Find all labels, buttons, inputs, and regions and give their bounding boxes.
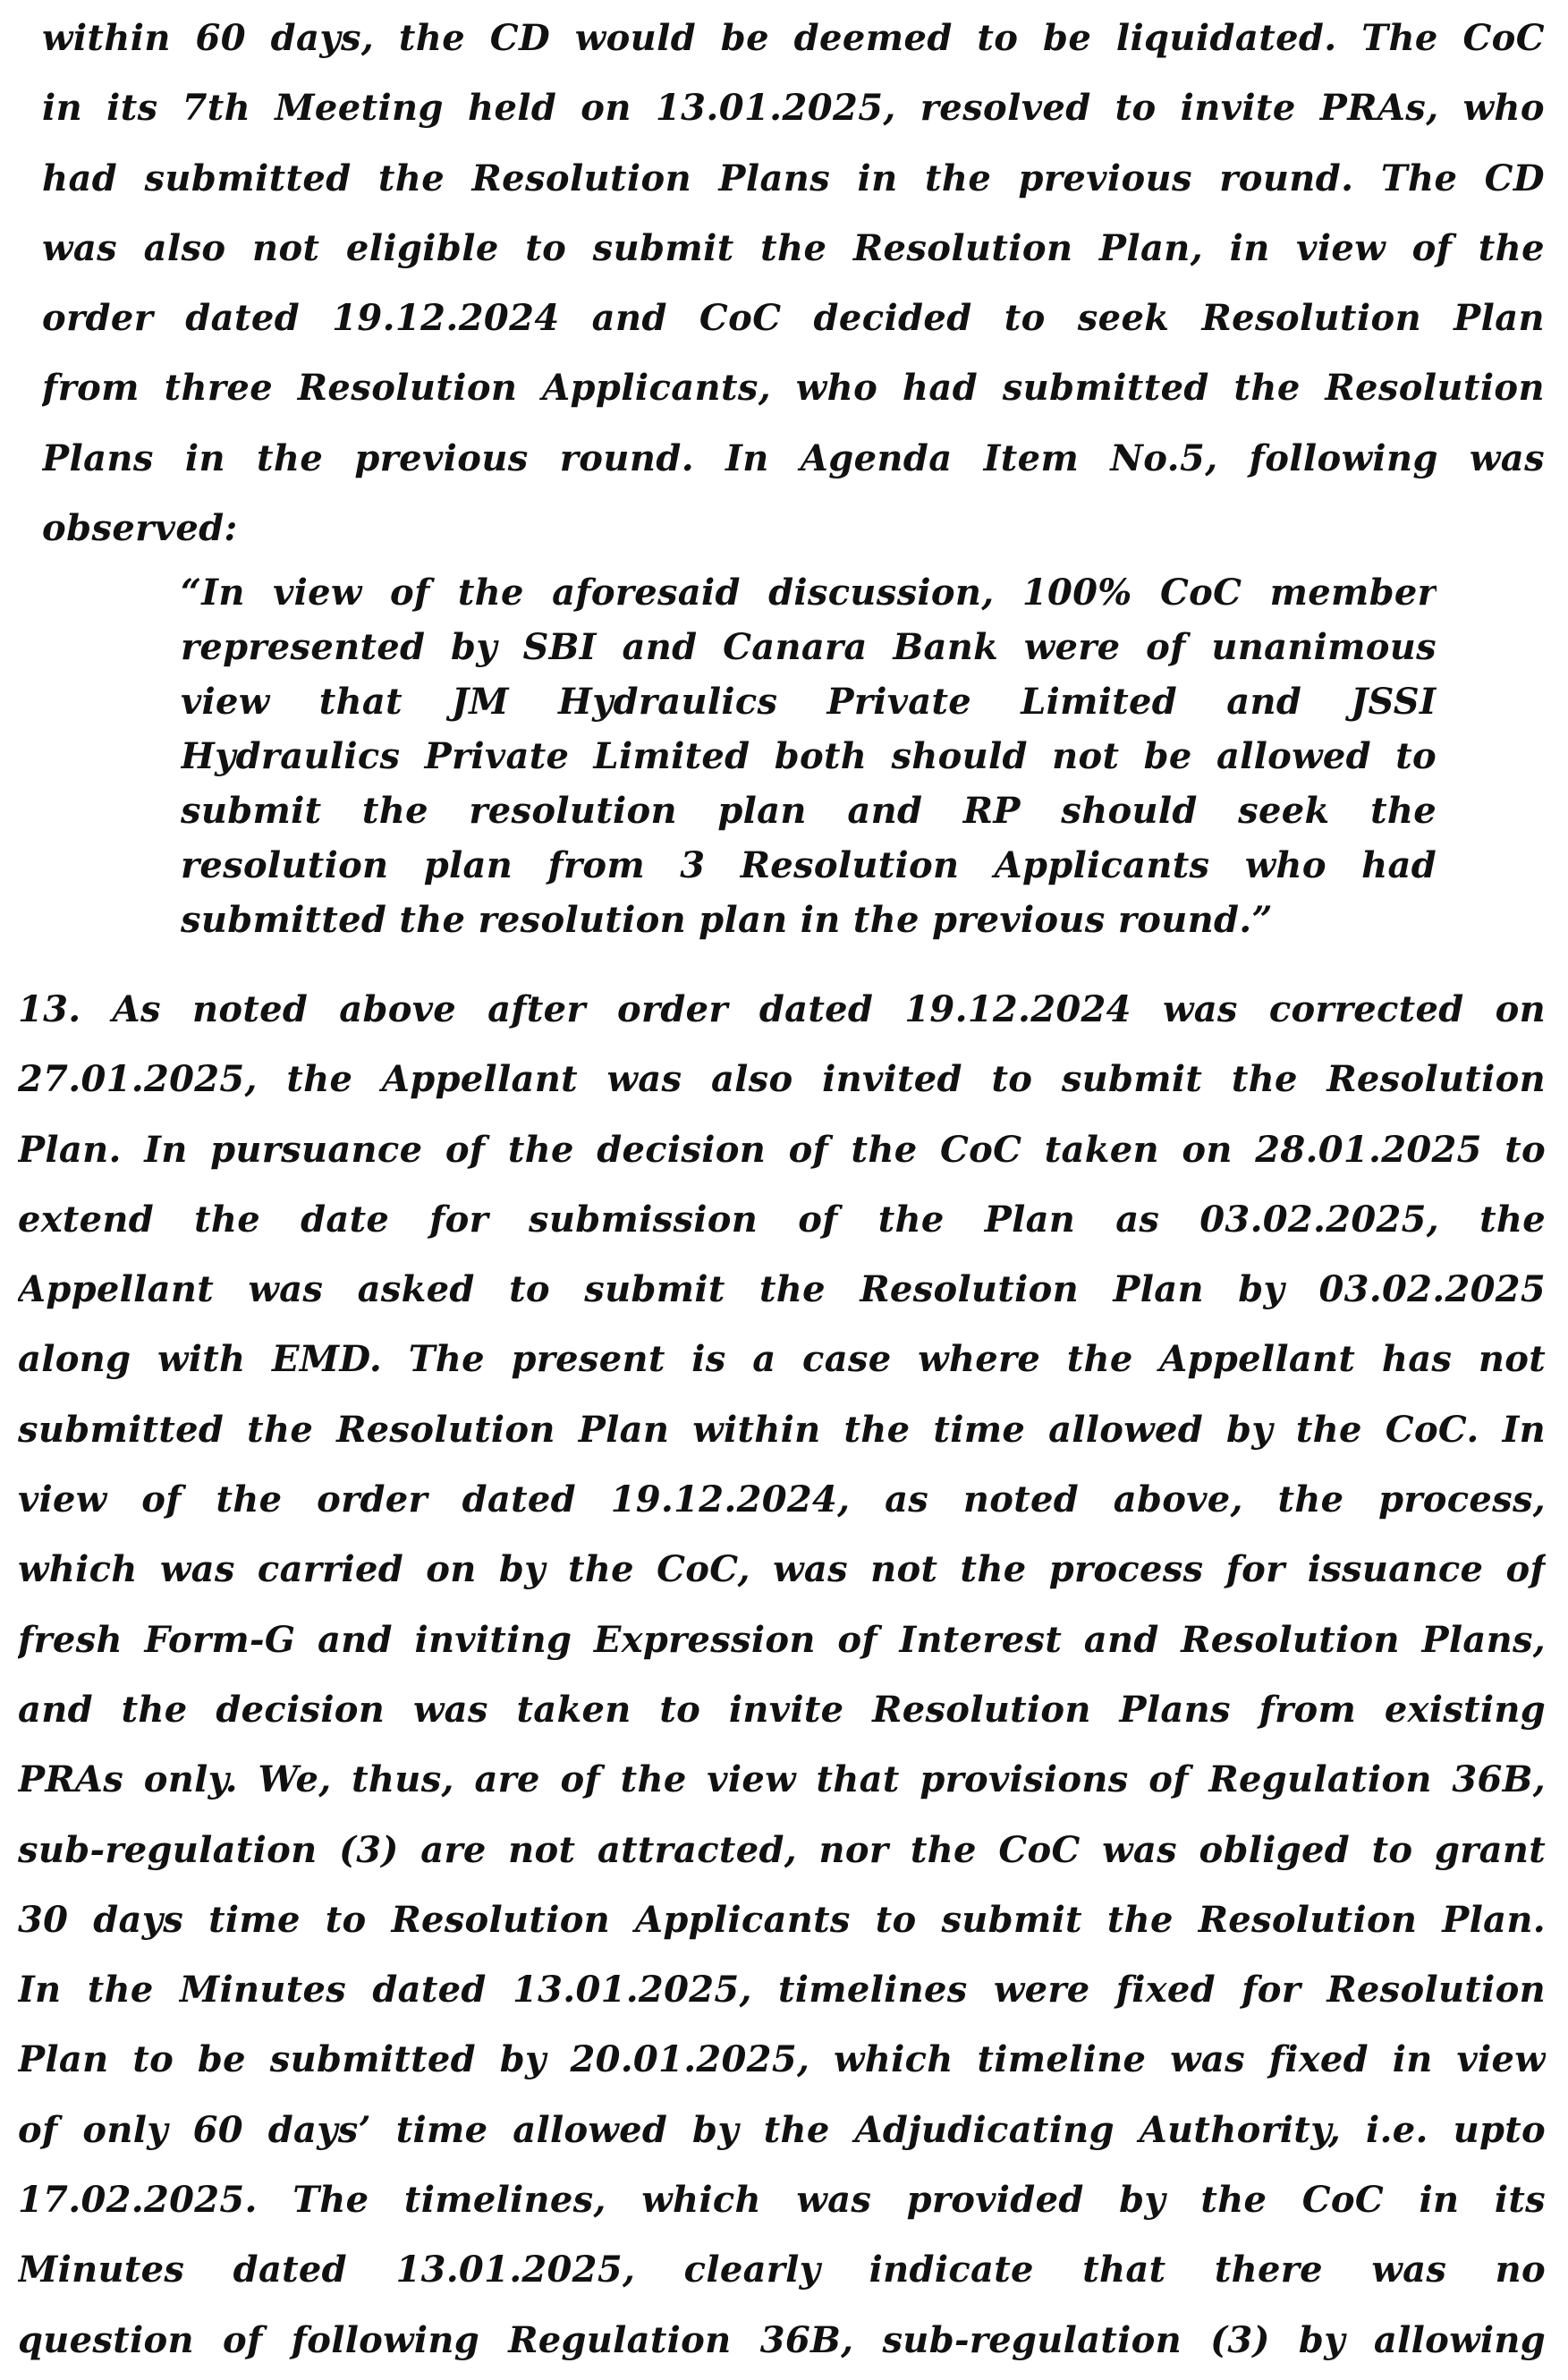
text-line: Plan. In pursuance of the decision of the CoC taken on 28.01.2025 to — [18, 1128, 1546, 1171]
paragraph-13 — [18, 975, 1546, 2376]
text-line: and the decision was taken to invite Resolution Plans from existing — [18, 1688, 1546, 1731]
quote-line: represented by SBI and Canara Bank were of unanimous — [181, 626, 1437, 668]
text-line: 13. As noted above after order dated 19.12.2024 was corrected on — [18, 988, 1546, 1030]
text-line: 27.01.2025, the Appellant was also invited to submit the Resolution — [18, 1058, 1546, 1101]
quote-line: resolution plan from 3 Resolution Applicants who had — [181, 844, 1437, 886]
text-line: 30 days time to Resolution Applicants to submit the Resolution Plan. — [18, 1898, 1546, 1941]
text-line: in its 7th Meeting held on 13.01.2025, resolved to invite PRAs, who — [42, 87, 1545, 130]
text-line: which was carried on by the CoC, was not the process for issuance of — [18, 1548, 1546, 1591]
text-line: In the Minutes dated 13.01.2025, timelines were fixed for Resolution — [18, 1969, 1546, 2012]
text-line: observed: — [42, 507, 238, 550]
text-line: submitted the Resolution Plan within the time allowed by the CoC. In — [18, 1408, 1546, 1451]
text-line: sub-regulation (3) are not attracted, nor the CoC was obliged to grant — [18, 1828, 1546, 1871]
text-line: from three Resolution Applicants, who had submitted the Resolution — [42, 367, 1545, 410]
quote-line: view that JM Hydraulics Private Limited and JSSI — [181, 681, 1437, 723]
text-line: along with EMD. The present is a case where the Appellant has not — [18, 1338, 1546, 1381]
text-line: order dated 19.12.2024 and CoC decided to seek Resolution Plan — [42, 297, 1545, 340]
text-line: of only 60 days’ time allowed by the Adjudicating Authority, i.e. upto — [18, 2108, 1546, 2151]
block-quote — [181, 565, 1437, 947]
text-line: Plan to be submitted by 20.01.2025, which timeline was fixed in view — [18, 2038, 1546, 2081]
text-line: Minutes dated 13.01.2025, clearly indicate that there was no — [18, 2249, 1546, 2291]
text-line: was also not eligible to submit the Resolution Plan, in view of the — [42, 226, 1545, 269]
quote-line: Hydraulics Private Limited both should not be allowed to — [181, 735, 1437, 777]
quote-line: “In view of the aforesaid discussion, 100% CoC member — [181, 572, 1437, 614]
text-line: had submitted the Resolution Plans in the previous round. The CD — [42, 157, 1545, 199]
text-line: PRAs only. We, thus, are of the view that provisions of Regulation 36B, — [18, 1758, 1546, 1801]
text-line: view of the order dated 19.12.2024, as noted above, the process, — [18, 1478, 1546, 1521]
text-line: extend the date for submission of the Plan as 03.02.2025, the — [18, 1198, 1546, 1241]
quote-line: submit the resolution plan and RP should seek the — [181, 790, 1437, 832]
text-line: 17.02.2025. The timelines, which was provided by the CoC in its — [18, 2179, 1546, 2222]
text-line: Appellant was asked to submit the Resolution Plan by 03.02.2025 — [18, 1268, 1546, 1311]
text-line: Plans in the previous round. In Agenda Item No.5, following was — [42, 436, 1545, 479]
text-line: question of following Regulation 36B, sub-regulation (3) by allowing — [18, 2318, 1546, 2361]
quote-line: submitted the resolution plan in the previous round.” — [181, 899, 1273, 941]
continuation-paragraph — [42, 4, 1545, 563]
text-line: within 60 days, the CD would be deemed to be liquidated. The CoC — [42, 17, 1545, 59]
text-line: fresh Form-G and inviting Expression of Interest and Resolution Plans, — [18, 1618, 1546, 1661]
